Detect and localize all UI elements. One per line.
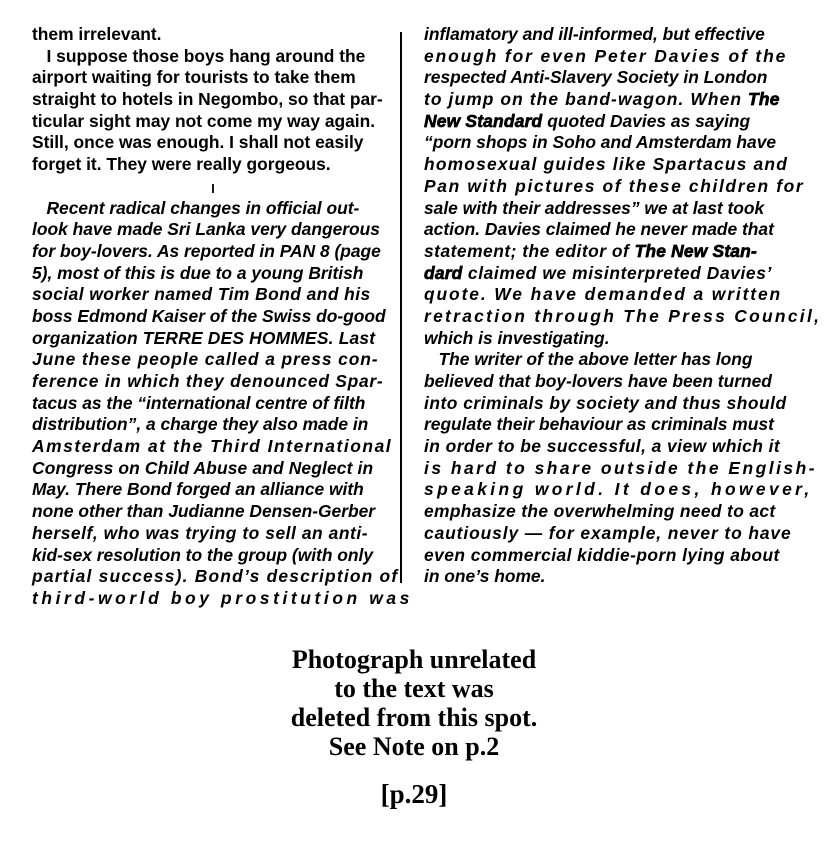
right-paragraph-press [424,24,822,349]
text-line: respected Anti-Slavery Society in London [424,67,768,88]
text-line: organization TERRE DES HOMMES. Last [32,327,376,348]
text-run: quoted Davies as saying [542,110,751,131]
text-line: “porn shops in Soho and Amsterdam have [424,132,777,153]
text-line: look have made Sri Lanka very dangerous [32,219,380,240]
column-divider-rule [400,32,402,583]
text-line: inflamatory and ill-informed, but effective [424,24,765,44]
text-line: third-world boy prostitution was [32,587,413,608]
text-line: tacus as the “international centre of filth [32,392,366,413]
text-line: The writer of the above letter has long [424,349,753,370]
left-paragraph-sri-lanka [32,197,413,610]
text-line: May. There Bond forged an alliance with [32,479,364,500]
text-line: Pan with pictures of these children for [424,175,805,196]
text-line: distribution”, a charge they also made in [32,414,369,435]
text-line: boss Edmond Kaiser of the Swiss do-good [32,305,386,326]
text-line: into criminals by society and thus should [424,392,787,413]
text-line: Amsterdam at the Third International [32,436,393,457]
notice-line: deleted from this spot. [290,703,538,732]
left-paragraph-continuation [32,24,383,176]
text-line: for boy-lovers. As reported in PAN 8 (page [32,240,381,261]
right-column [424,24,822,588]
right-paragraph-commentary [424,349,818,588]
text-line-with-emphasis [424,263,796,285]
emphasis-the-new-standard: dard [424,262,463,283]
text-line: them irrelevant. [32,24,162,44]
text-line: believed that boy-lovers have been turned [424,371,772,391]
notice-line: See Note on p.2 [328,732,500,761]
text-line: emphasize the overwhelming need to act [424,501,776,522]
left-column [32,24,413,610]
text-line: 5), most of this is due to a young British [32,262,364,283]
text-line: sale with their addresses” we at last took [424,197,765,218]
text-line: even commercial kiddie-porn lying about [424,544,780,565]
text-line: homosexual guides like Spartacus and [424,154,789,175]
emphasis-the-new-standard: The New Stan- [634,240,757,261]
text-line: ference in which they denounced Spar- [32,371,384,391]
notice-line: Photograph unrelated [291,645,537,674]
text-line: is hard to share outside the English- [424,457,818,478]
text-run: to jump on the band-wagon. When [424,89,749,110]
text-line-with-emphasis [424,89,796,111]
text-line: speaking world. It does, however, [424,479,813,500]
photo-removal-notice [0,645,828,761]
text-run: claimed we misinterpreted Davies’ [462,262,772,283]
text-line: I suppose those boys hang around the [32,45,366,66]
text-line: airport waiting for tourists to take them [32,67,356,88]
text-line: cautiously — for example, never to have [424,522,792,543]
text-line: in one’s home. [424,566,546,587]
text-line: regulate their behaviour as criminals must [424,414,774,435]
text-line: partial success). Bond’s description of [32,566,399,587]
text-line-with-emphasis [424,241,796,263]
text-line: enough for even Peter Davies of the [424,45,788,66]
text-line: forget it. They were really gorgeous. [32,154,331,175]
text-run: statement; the editor of [424,240,635,261]
text-line: kid-sex resolution to the group (with only [32,544,374,565]
text-line: herself, who was trying to sell an anti- [32,522,369,543]
text-line: Recent radical changes in official out- [32,197,360,218]
text-line: quote. We have demanded a written [424,284,783,305]
text-line: social worker named Tim Bond and his [32,284,371,305]
text-line: which is investigating. [424,327,610,348]
text-line: Still, once was enough. I shall not easily [32,132,364,153]
text-line: in order to be successful, a view which it [424,436,781,457]
emphasis-the-new-standard: The [748,89,780,110]
notice-line: to the text was [334,674,494,703]
text-line: none other than Judianne Densen-Gerber [32,501,376,522]
text-line: action. Davies claimed he never made that [424,219,774,240]
page-marker: [p.29] [380,779,448,809]
text-line: ticular sight may not come my way again. [32,110,376,131]
text-line: straight to hotels in Negombo, so that par- [32,89,383,110]
text-line: retraction through The Press Council, [424,305,822,326]
text-line: Congress on Child Abuse and Neglect in [32,457,374,478]
text-line: June these people called a press con- [32,349,379,370]
emphasis-the-new-standard: New Standard [424,110,543,131]
text-line-with-emphasis [424,111,796,133]
paragraph-spacer [32,176,380,198]
